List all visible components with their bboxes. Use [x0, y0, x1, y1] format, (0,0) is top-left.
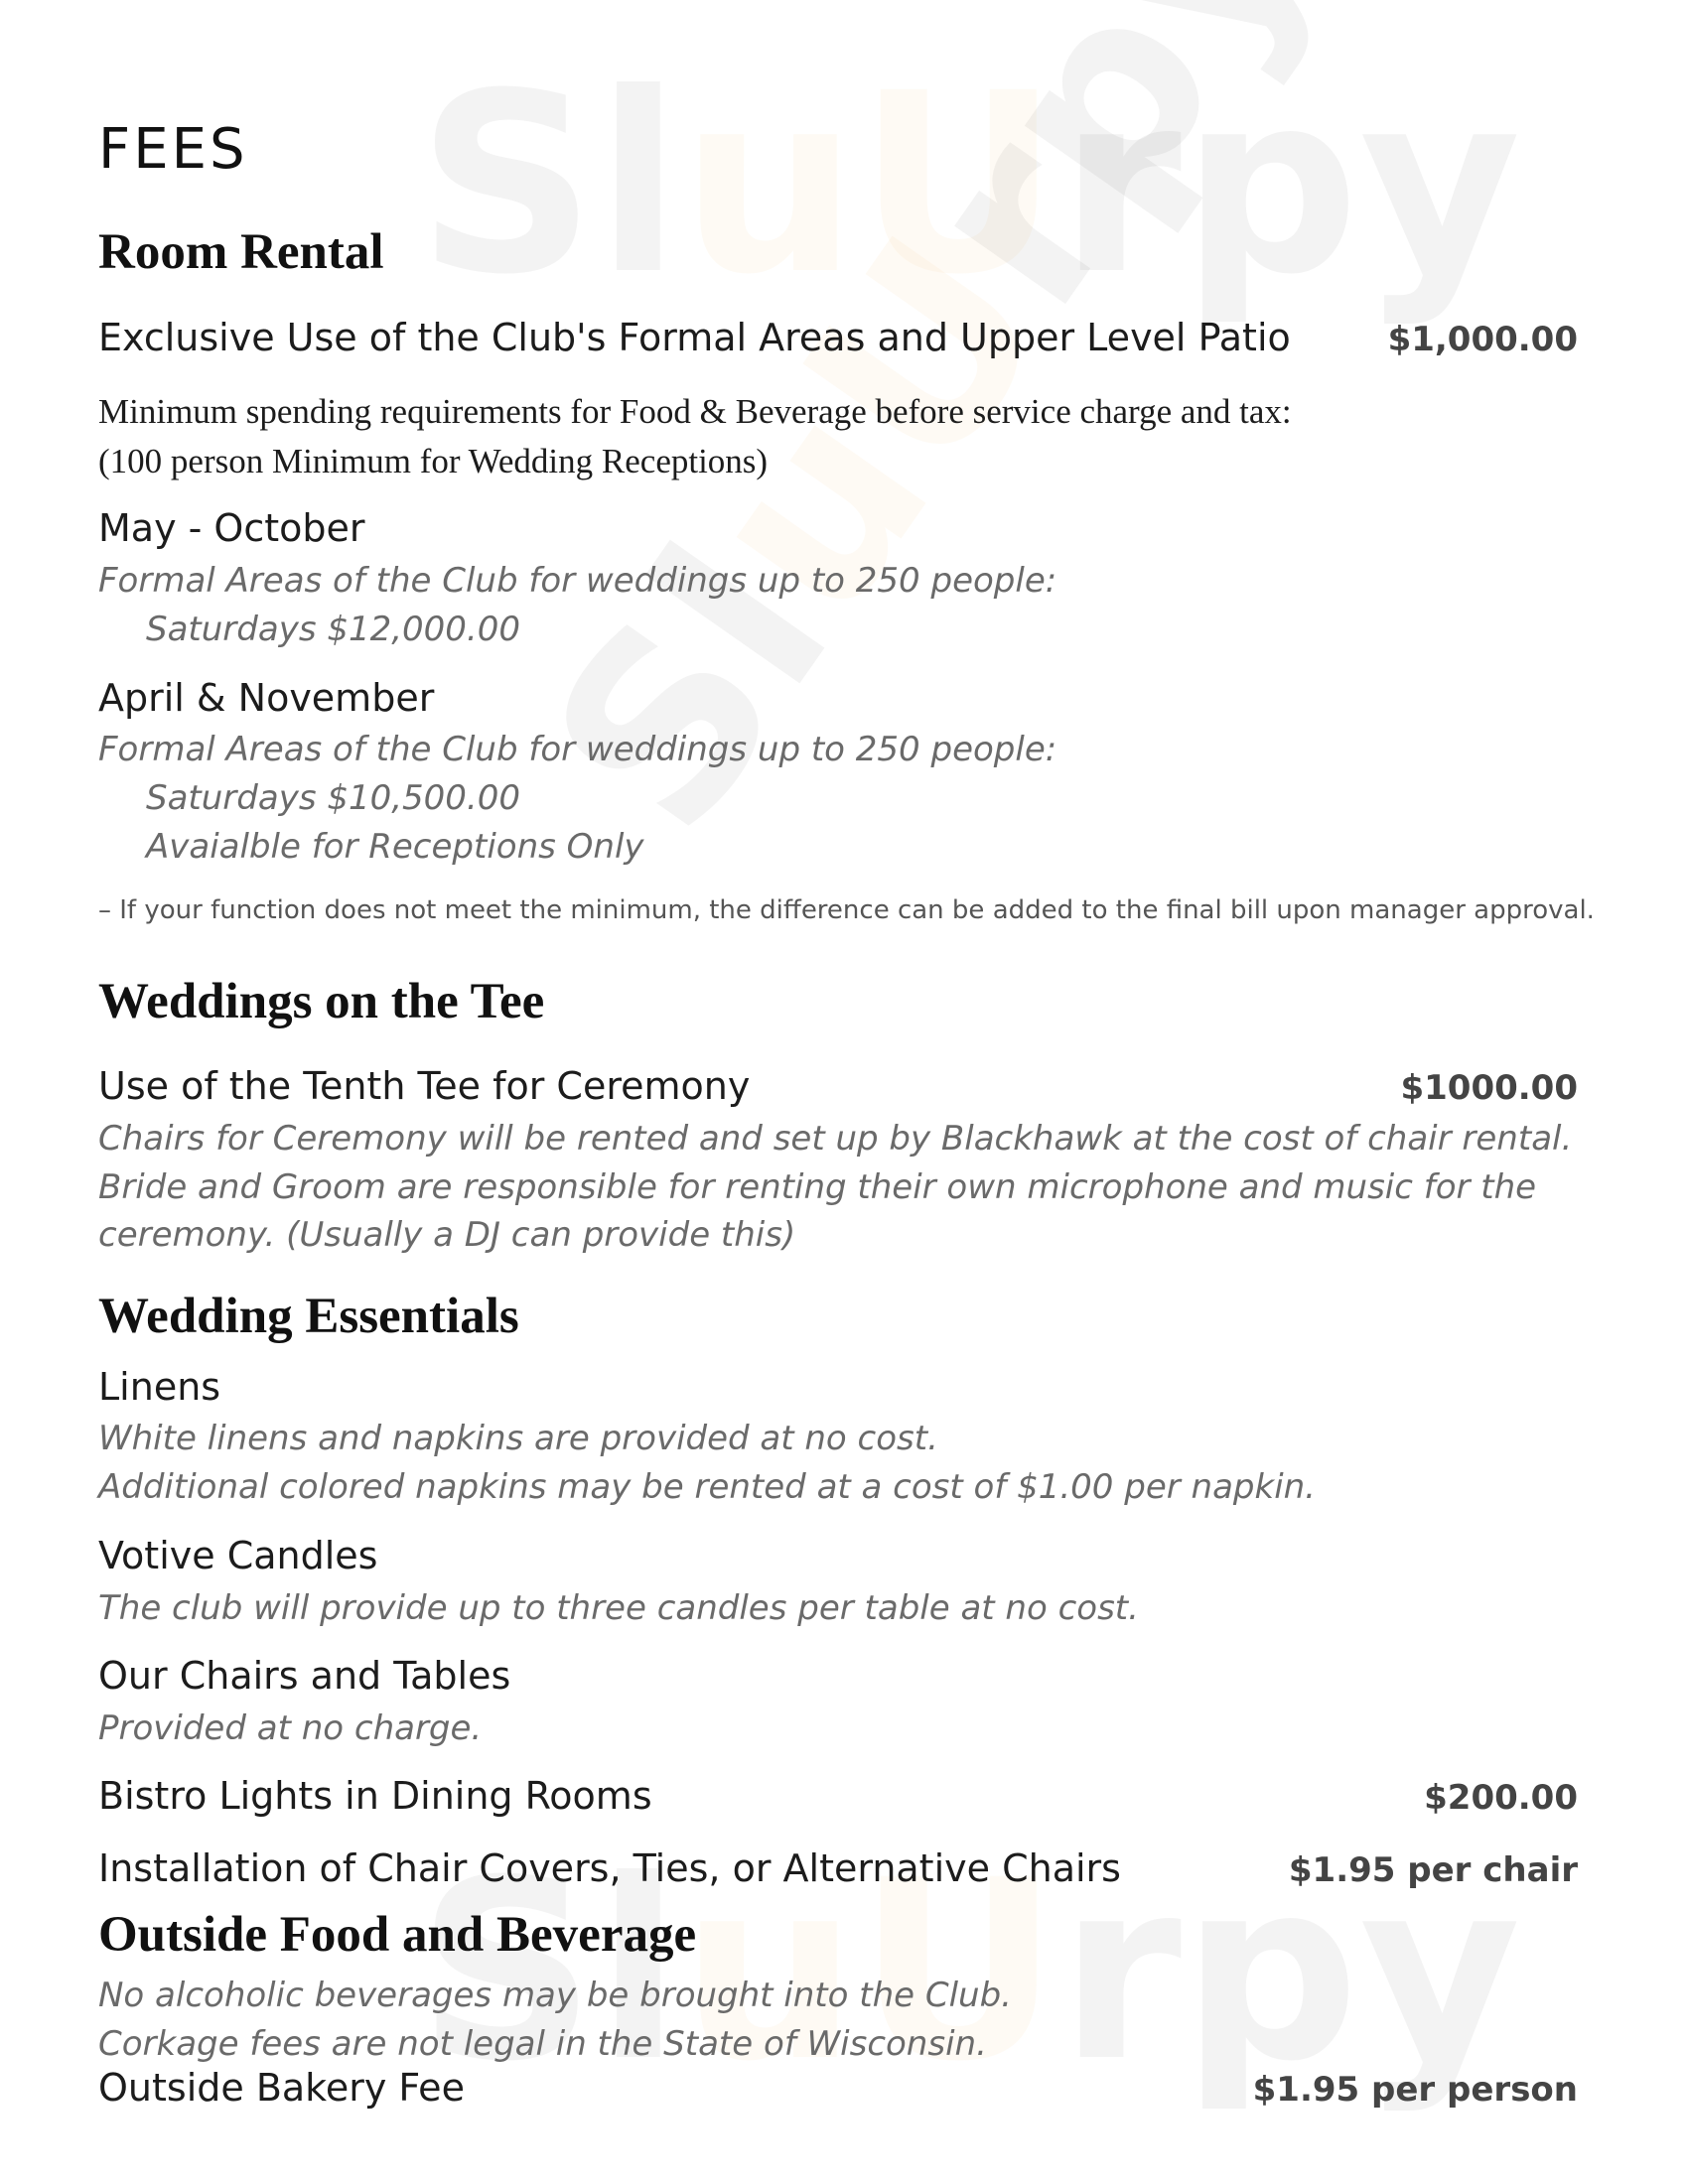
minimum-spend-line-1: Minimum spending requirements for Food & Beverage before service charge and tax: — [98, 392, 1292, 431]
bistro-lights-price: $200.00 — [1424, 1778, 1578, 1818]
room-rental-exclusive-row — [98, 316, 1578, 365]
fees-page — [98, 0, 1595, 2184]
linens-label: Linens — [98, 1365, 221, 1409]
season-may-october-note: Formal Areas of the Club for weddings up to 250 people: — [98, 561, 1057, 601]
outside-bakery-label: Outside Bakery Fee — [98, 2066, 465, 2110]
chairs-tables-label: Our Chairs and Tables — [98, 1654, 511, 1698]
season-april-november-saturday: Saturdays $10,500.00 — [146, 778, 521, 818]
page-title: FEES — [98, 117, 248, 182]
minimum-disclaimer: – If your function does not meet the minimum, the difference can be added to the final bill upon manager approval. — [98, 895, 1595, 925]
tee-ceremony-row — [98, 1064, 1578, 1114]
tee-note-line-1: Chairs for Ceremony will be rented and set up by Blackhawk at the cost of chair rental. — [98, 1119, 1573, 1159]
exclusive-use-price: $1,000.00 — [1387, 320, 1578, 359]
season-april-november-note: Formal Areas of the Club for weddings up to 250 people: — [98, 730, 1057, 769]
section-heading-wedding-essentials: Wedding Essentials — [98, 1289, 519, 1344]
tee-note-line-3: ceremony. (Usually a DJ can provide this) — [98, 1215, 796, 1255]
outside-note-line-1: No alcoholic beverages may be brought into the Club. — [98, 1976, 1012, 2015]
chair-installation-label: Installation of Chair Covers, Ties, or Alternative Chairs — [98, 1846, 1121, 1890]
season-may-october-saturday: Saturdays $12,000.00 — [146, 610, 521, 649]
season-may-october: May - October — [98, 506, 365, 550]
section-heading-outside-food-beverage: Outside Food and Beverage — [98, 1907, 697, 1963]
section-heading-weddings-on-the-tee: Weddings on the Tee — [98, 974, 545, 1029]
outside-bakery-price: $1.95 per person — [1252, 2070, 1578, 2110]
outside-note-line-2: Corkage fees are not legal in the State of Wisconsin. — [98, 2024, 987, 2064]
exclusive-use-label: Exclusive Use of the Club's Formal Areas and Upper Level Patio — [98, 316, 1291, 359]
linens-note-line-1: White linens and napkins are provided at no cost. — [98, 1419, 938, 1458]
tee-note-line-2: Bride and Groom are responsible for renting their own microphone and music for the — [98, 1167, 1537, 1207]
minimum-spend-line-2: (100 person Minimum for Wedding Receptions) — [98, 442, 769, 480]
bistro-lights-label: Bistro Lights in Dining Rooms — [98, 1774, 652, 1818]
chair-installation-row — [98, 1846, 1578, 1896]
season-april-november-availability: Avaialble for Receptions Only — [146, 827, 644, 867]
outside-bakery-row — [98, 2066, 1578, 2116]
tee-ceremony-price: $1000.00 — [1400, 1068, 1578, 1108]
votive-candles-note: The club will provide up to three candles per table at no cost. — [98, 1588, 1139, 1628]
chair-installation-price: $1.95 per chair — [1288, 1850, 1578, 1890]
section-heading-room-rental: Room Rental — [98, 224, 384, 280]
chairs-tables-note: Provided at no charge. — [98, 1708, 483, 1748]
season-april-november: April & November — [98, 676, 435, 720]
bistro-lights-row — [98, 1774, 1578, 1824]
tee-ceremony-label: Use of the Tenth Tee for Ceremony — [98, 1064, 751, 1108]
linens-note-line-2: Additional colored napkins may be rented at a cost of $1.00 per napkin. — [98, 1467, 1316, 1507]
votive-candles-label: Votive Candles — [98, 1534, 378, 1577]
